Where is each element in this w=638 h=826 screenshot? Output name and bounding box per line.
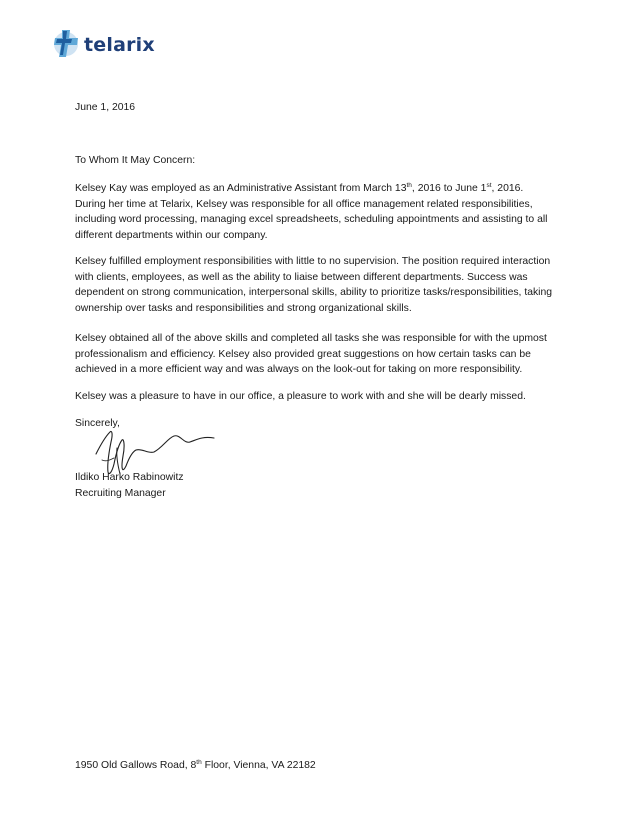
- company-logo: [52, 25, 155, 61]
- paragraph-responsibilities: Kelsey fulfilled employment responsibilities with little to no supervision. The position required interaction with clients, employees, as well as the ability to liaise between different departments. Success was dependent on strong communication, interpersonal skills, ability to prioritize tasks/responsibilities, taking ownership over tasks and responsibilities and strong organizational skills.: [75, 256, 553, 314]
- p1-sup-1: th: [406, 182, 412, 189]
- footer-address: [75, 760, 316, 771]
- letter-date: June 1, 2016: [75, 102, 136, 113]
- p1-text-c: , 2016. During her time at Telarix, Kelsey was responsible for all office management related responsibilities, including word processing, managing excel spreadsheets, scheduling appointments and assisting to all different departments within our company.: [75, 183, 548, 241]
- p1-text-b: , 2016 to June 1: [411, 183, 487, 194]
- footer-text-a: 1950 Old Gallows Road, 8: [75, 760, 197, 771]
- signer-title: Recruiting Manager: [75, 487, 166, 499]
- footer-sup: th: [196, 759, 202, 766]
- p1-sup-2: st: [486, 182, 492, 189]
- footer-text-b: Floor, Vienna, VA 22182: [201, 760, 316, 771]
- paragraph-skills: Kelsey obtained all of the above skills and completed all tasks she was responsible for with the upmost professionalism and efficiency. Kelsey also provided great suggestions on how certain tasks can be achieved in a more efficient way and was always on the look-out for taking on more responsibility.: [75, 333, 547, 376]
- salutation: To Whom It May Concern:: [75, 155, 196, 166]
- handwritten-signature: [92, 424, 222, 480]
- telarix-cross-icon: [52, 26, 82, 60]
- signer-name: Ildiko Harko Rabinowitz: [75, 472, 184, 483]
- closing: Sincerely,: [75, 418, 120, 429]
- paragraph-employment: [75, 181, 555, 243]
- p1-text-a: Kelsey Kay was employed as an Administrative Assistant from March 13: [75, 183, 407, 194]
- paragraph-pleasure: Kelsey was a pleasure to have in our office, a pleasure to work with and she will be dearly missed.: [75, 391, 526, 402]
- logo-wordmark: telarix: [84, 33, 155, 56]
